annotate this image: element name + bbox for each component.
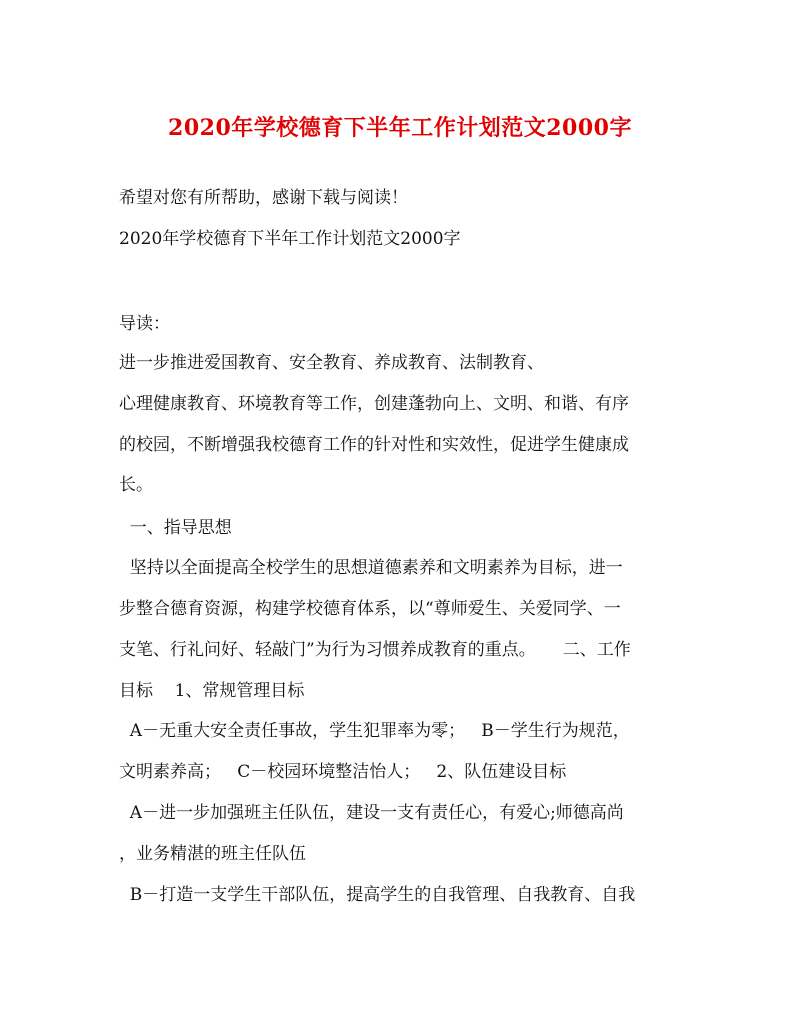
body-line: 2020年学校德育下半年工作计划范文2000字 <box>119 229 461 249</box>
body-line: A－无重大安全责任事故，学生犯罪率为零； B－学生行为规范， <box>119 721 630 741</box>
body-line: 支笔、行礼问好、轻敲门”为行为习惯养成教育的重点。 二、工作 <box>119 640 631 660</box>
body-line: 的校园，不断增强我校德育工作的针对性和实效性，促进学生健康成 <box>119 435 629 455</box>
document-title: 2020年学校德育下半年工作计划范文2000字 <box>168 115 632 141</box>
body-line: 希望对您有所帮助，感谢下载与阅读！ <box>119 188 408 208</box>
body-line: B－打造一支学生干部队伍，提高学生的自我管理、自我教育、自我 <box>119 885 636 905</box>
body-line: 长。 <box>119 475 153 495</box>
section-heading: 一、指导思想 <box>119 518 232 538</box>
body-line: 心理健康教育、环境教育等工作，创建蓬勃向上、文明、和谐、有序 <box>119 394 629 414</box>
body-line: ，业务精湛的班主任队伍 <box>119 844 306 864</box>
body-line: 导读： <box>119 314 170 334</box>
body-line: 步整合德育资源，构建学校德育体系，以“尊师爱生、关爱同学、一 <box>119 599 621 619</box>
body-line: 目标 1、常规管理目标 <box>119 681 305 701</box>
body-line: 坚持以全面提高全校学生的思想道德素养和文明素养为目标，进一 <box>119 558 623 578</box>
body-line: 文明素养高； C－校园环境整洁怡人； 2、队伍建设目标 <box>119 762 567 782</box>
body-line: 进一步推进爱国教育、安全教育、养成教育、法制教育、 <box>119 353 544 373</box>
body-line: A－进一步加强班主任队伍，建设一支有责任心，有爱心;师德高尚 <box>119 803 624 823</box>
